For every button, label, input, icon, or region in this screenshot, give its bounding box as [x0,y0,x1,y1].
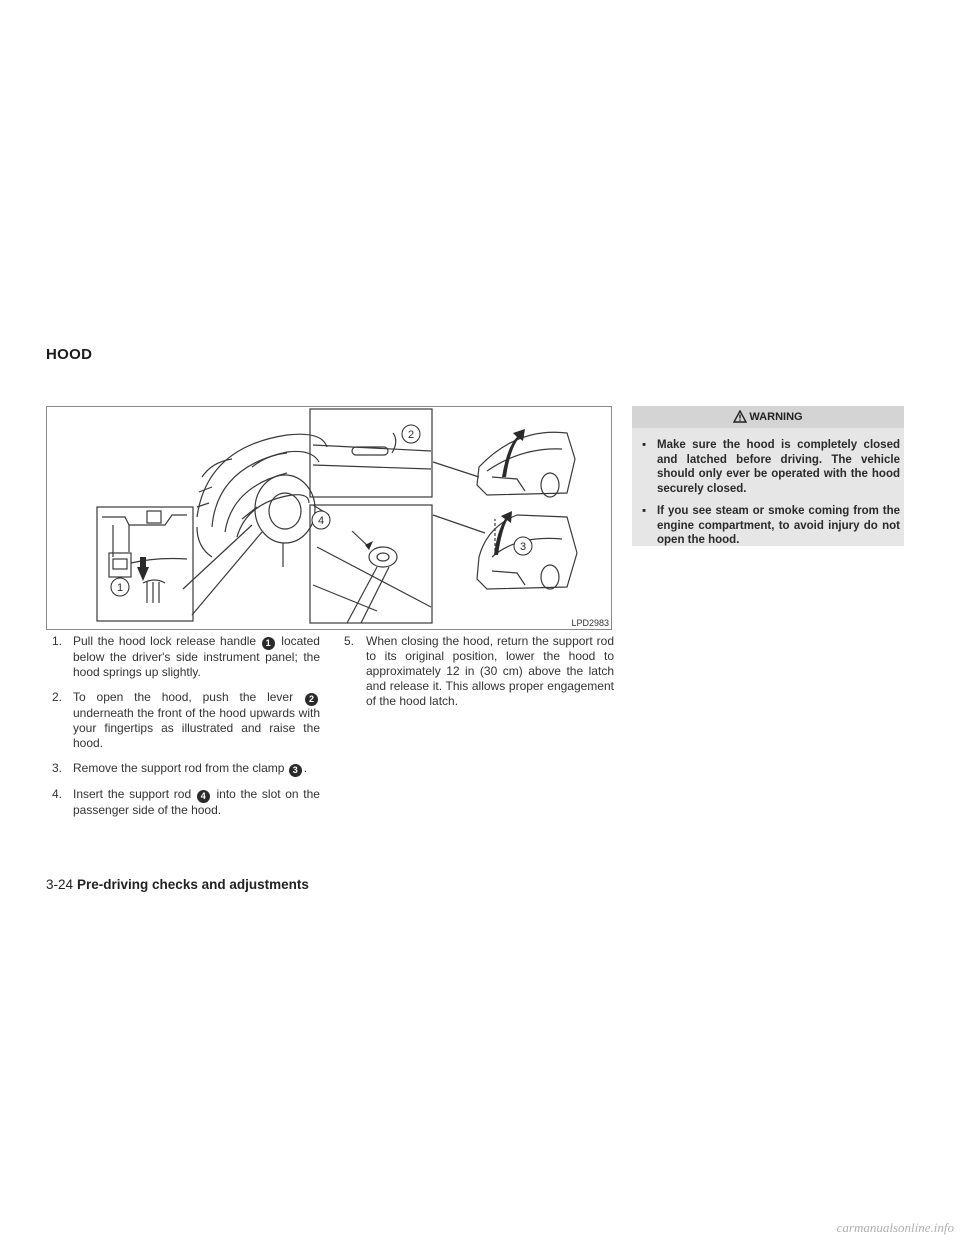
warning-item: ▪ If you see steam or smoke coming from the engine compartment, to avoid injury do not open the hood. [642,505,900,546]
hood-illustration-drawing [47,407,612,630]
warning-list [632,428,904,548]
step-4: 4. Insert the support rod 4 into the slot on the passenger side of the hood. [52,787,320,817]
chapter-title: Pre-driving checks and adjustments [77,877,309,892]
warning-heading: WARNING [749,411,803,423]
step-2: 2. To open the hood, push the lever 2 underneath the front of the hood upwards with your fingertips as illustrated and raise the hood. [52,690,320,750]
callout-4: 4 [317,515,325,527]
callout-1: 1 [116,582,124,594]
callout-badge: 4 [197,790,210,803]
callout-2: 2 [407,429,415,441]
step-1: 1. Pull the hood lock release handle 1 located below the driver's side instrument panel; the hood springs up slightly. [52,634,320,679]
warning-header [632,406,904,428]
section-title: HOOD [46,346,93,363]
step-5: 5. When closing the hood, return the support rod to its original position, lower the hood to approximately 12 in (30 cm) above the latch and release it. This allows proper engagement of the hood latch. [344,634,614,708]
callout-badge: 2 [305,693,318,706]
steps-column-middle [344,634,614,719]
warning-triangle-icon [733,409,747,431]
watermark: carmanualsonline.info [836,1220,954,1235]
warning-box [632,406,904,546]
hood-illustration [46,406,612,630]
steps-column-left [46,634,320,828]
callout-badge: 1 [262,637,275,650]
step-3: 3. Remove the support rod from the clamp 3 . [52,761,308,775]
page-number: 3-24 [46,877,74,892]
callout-3: 3 [519,541,527,553]
callout-badge: 3 [289,764,302,777]
page-footer [46,877,309,892]
figure-code: LPD2983 [571,618,609,628]
warning-item: ▪ Make sure the hood is completely closed and latched before driving. The vehicle should only ever be operated with the hood securely closed. [642,439,900,495]
